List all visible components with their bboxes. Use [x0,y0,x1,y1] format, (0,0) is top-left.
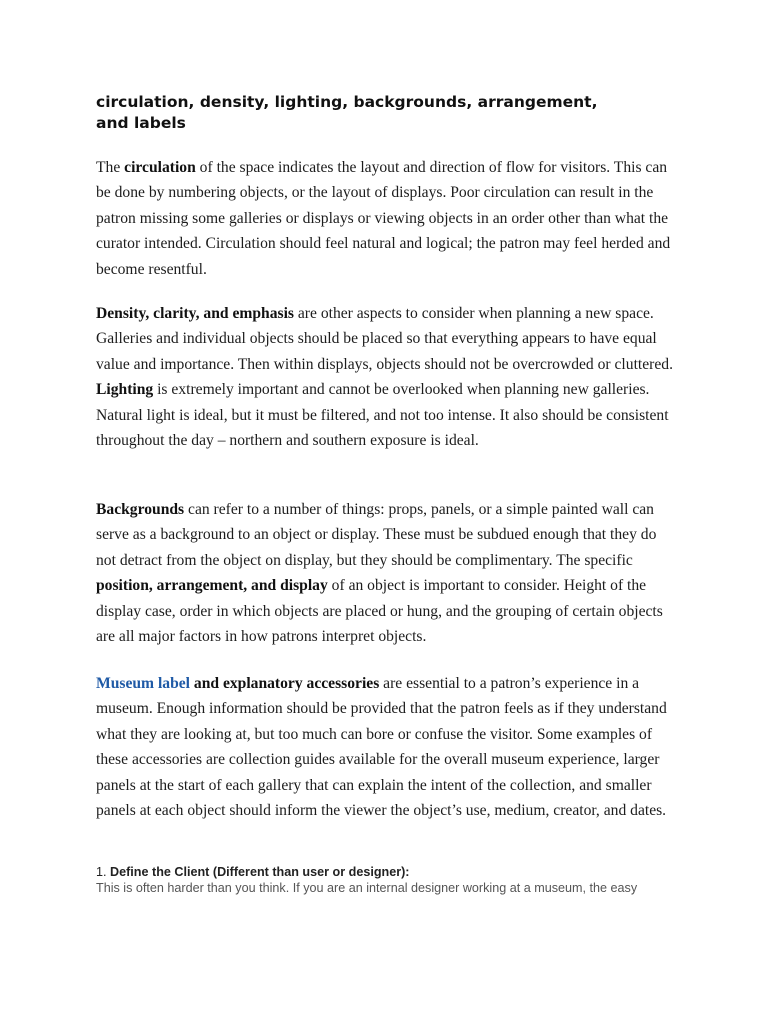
step-body: This is often harder than you think. If you are an internal designer working at a museum, the easy [96,881,638,895]
paragraph-density-lighting [96,301,676,453]
p4-body: are essential to a patron’s experience in a museum. Enough information should be provided that the patron feels as if they understand what they are looking at, but too much can bore or confuse the visitor. Some examples of these accessories are collection guides available for the overall museum experience, larger panels at the start of each gallery that can explain the intent of the collection, and smaller panels at each object should inform the viewer the object’s use, medium, creator, and dates. [96,675,667,820]
paragraph-labels [96,671,676,823]
museum-label-link[interactable]: Museum label [96,675,190,692]
p3-body-1: can refer to a number of things: props, panels, or a simple painted wall can serve as a background to an object or display. These must be subdued enough that they do not detract from the object on display, but they should be complimentary. The specific [96,501,657,569]
step-title: Define the Client (Different than user or designer): [110,865,410,879]
p1-bold-term: circulation [124,159,196,176]
p3-bold-term-2: position, arrangement, and display [96,577,328,595]
heading-line-1: circulation, density, lighting, backgrounds, arrangement, [96,93,598,111]
paragraph-backgrounds [96,497,676,649]
step-number: 1. [96,865,111,879]
p4-bold-term: and explanatory accessories [190,675,380,692]
section-heading [96,92,676,134]
p1-body: of the space indicates the layout and direction of flow for visitors. This can be done by numbering objects, or the layout of displays. Poor circulation can result in the patron missing some galleries or displays or viewing objects in an order other than what the curator intended. Circulation should feel natural and logical; the patron may feel herded and become resentful. [96,159,671,278]
p2-bold-term-1: Density, clarity, and emphasis [96,305,294,322]
p3-bold-term-1: Backgrounds [96,501,185,518]
p2-body-2: is extremely important and cannot be overlooked when planning new galleries. Natural light is ideal, but it must be filtered, and not too intense. It also should be consistent throughout the day – northern and southern exposure is ideal. [96,381,669,450]
paragraph-circulation [96,155,676,282]
p1-pre: The [96,159,125,176]
heading-line-2: and labels [96,114,186,132]
p2-body-1: are other aspects to consider when planning a new space. Galleries and individual objects should be placed so that everything appears to have equal value and importance. Then within displays, objects should not be overcrowded or cluttered. [96,305,673,373]
p3-body-2: of an object is important to consider. Height of the display case, order in which objects are placed or hung, and the grouping of certain objects are all major factors in how patrons interpret objects. [96,577,663,646]
p2-bold-term-2: Lighting [96,381,154,399]
step-heading [96,864,696,880]
